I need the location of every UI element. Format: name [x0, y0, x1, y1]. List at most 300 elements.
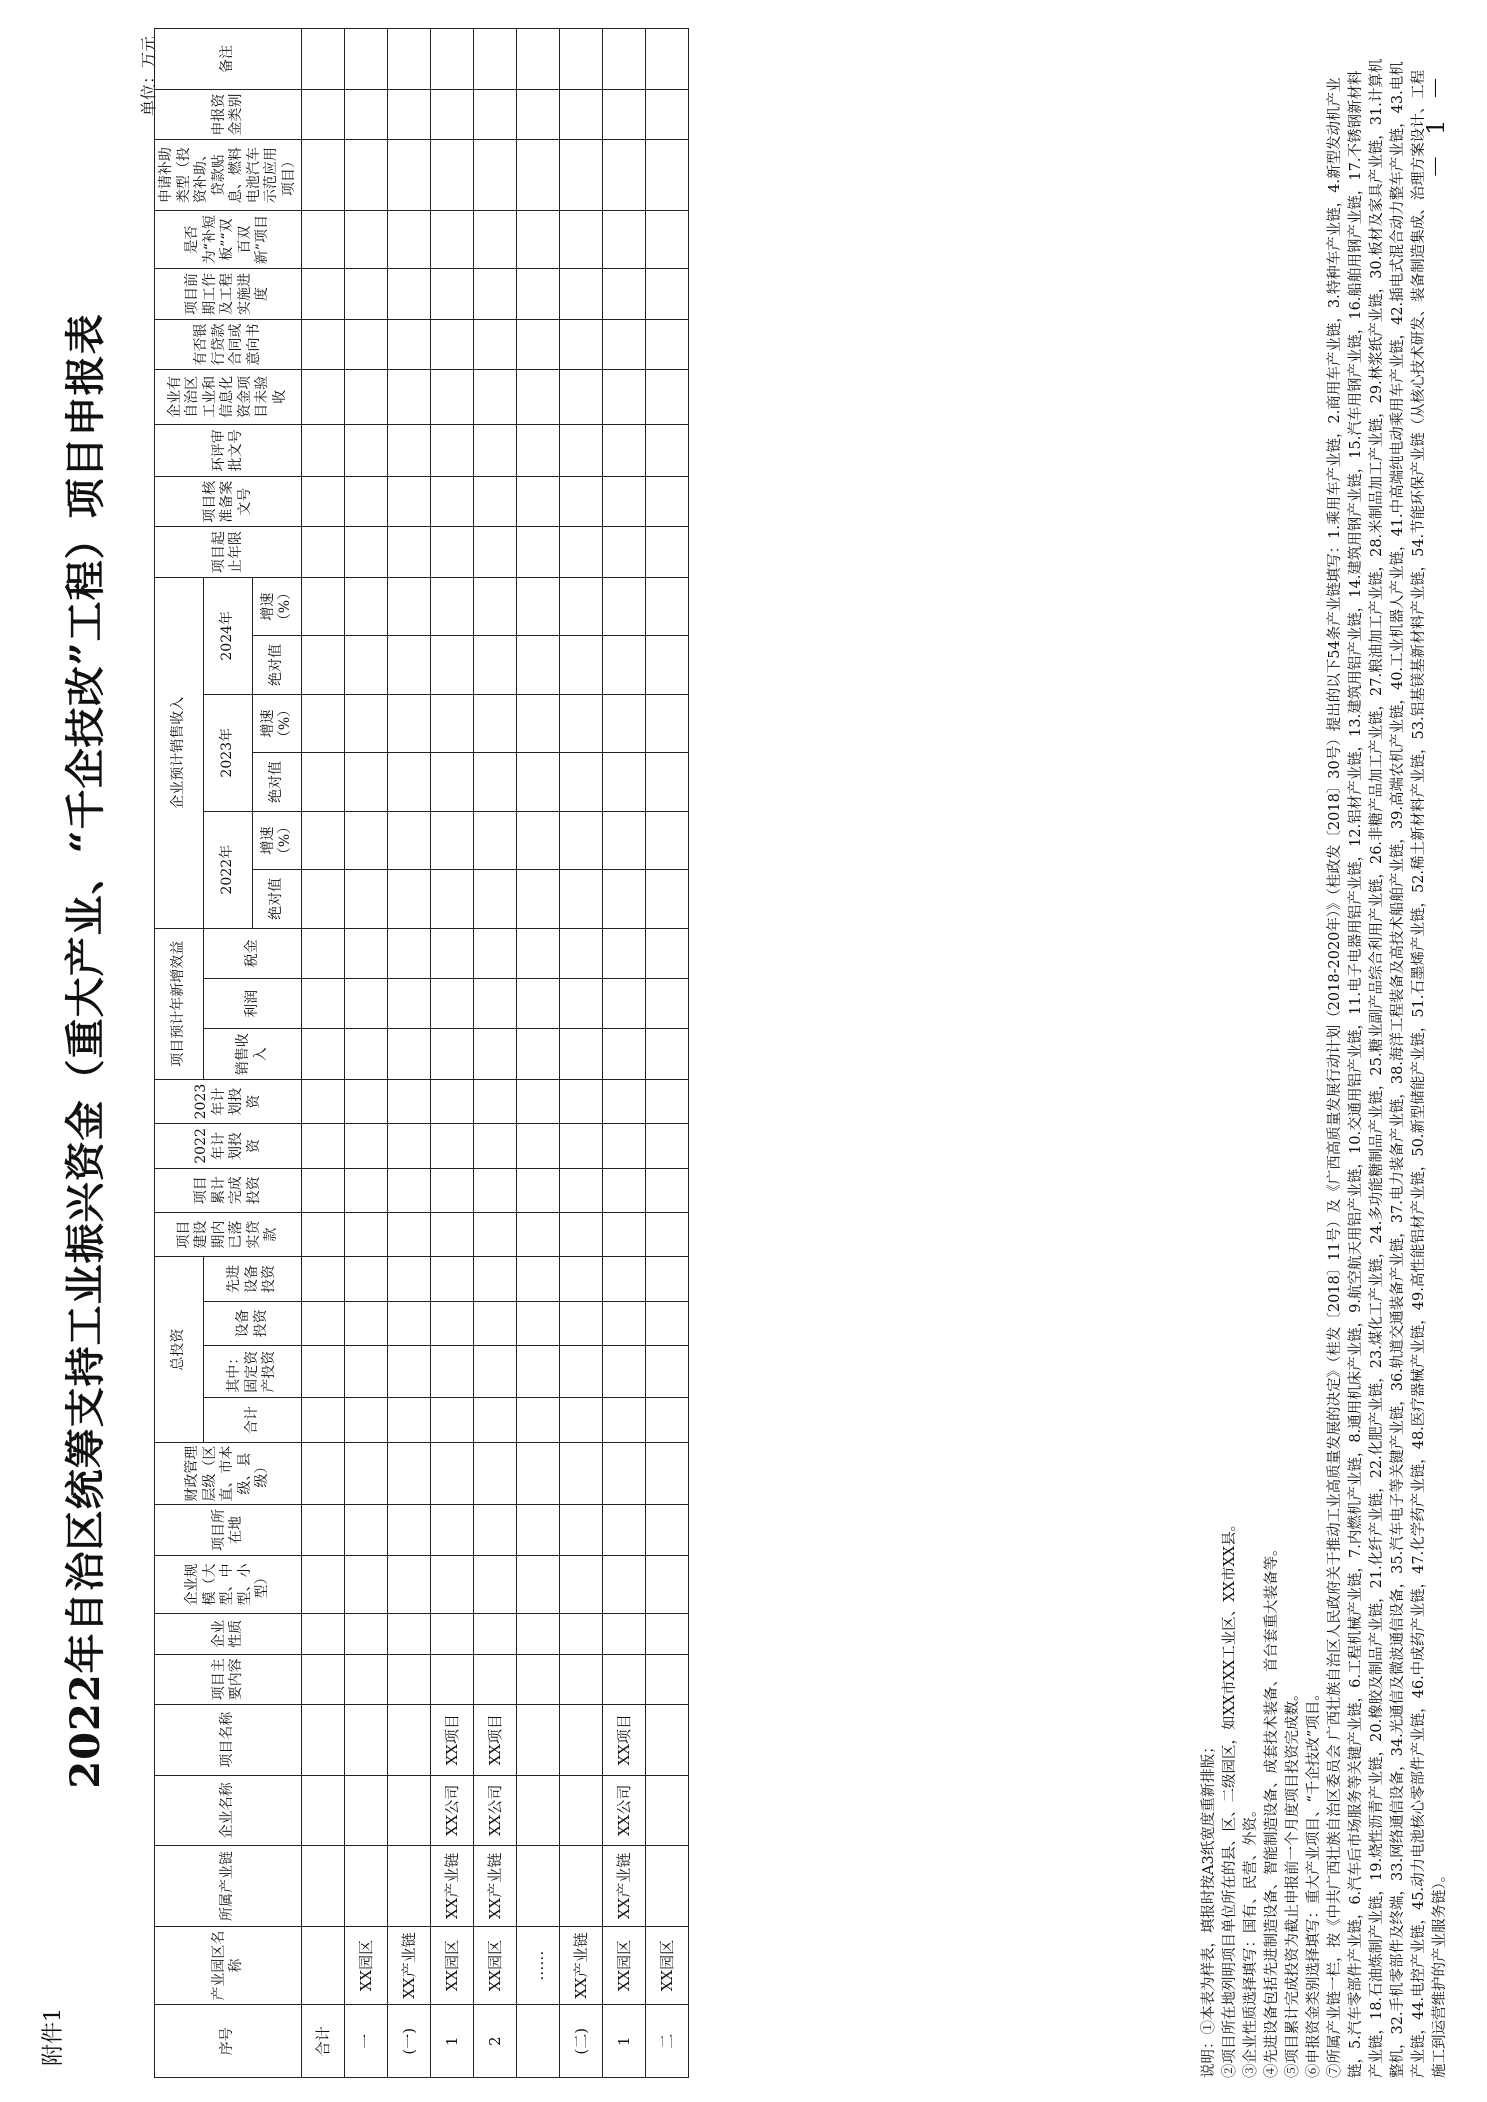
header-growth-2024: 增速（%） [252, 577, 301, 635]
cell-empty [559, 89, 602, 139]
cell-empty [344, 753, 387, 811]
cell-empty [430, 1654, 473, 1704]
cell-empty [430, 694, 473, 752]
unit-label: 单位：万元 [138, 36, 158, 117]
cell-empty [430, 477, 473, 527]
header-plan-2023: 2023年计划投资 [154, 1079, 301, 1123]
cell-empty [301, 1301, 344, 1345]
cell-empty [301, 1442, 344, 1505]
cell-empty [344, 1029, 387, 1079]
cell-project: XX项目 [473, 1704, 516, 1775]
cell-empty [430, 210, 473, 268]
cell-empty [559, 811, 602, 869]
cell-empty [387, 424, 430, 476]
cell-empty [473, 928, 516, 978]
cell-empty [516, 319, 559, 369]
cell-company: XX公司 [602, 1775, 645, 1846]
cell-empty [344, 694, 387, 752]
cell-empty [430, 1614, 473, 1654]
cell-empty [645, 870, 688, 928]
cell-empty [645, 979, 688, 1029]
cell-empty [430, 1029, 473, 1079]
cell-empty [602, 1079, 645, 1123]
cell-project [344, 1704, 387, 1775]
cell-empty [387, 1029, 430, 1079]
header-growth-2022: 增速（%） [252, 811, 301, 869]
cell-empty [387, 477, 430, 527]
cell-empty [301, 577, 344, 635]
cell-empty [602, 870, 645, 928]
cell-empty [387, 694, 430, 752]
cell-empty [516, 1124, 559, 1168]
cell-empty [344, 1505, 387, 1555]
cell-empty [516, 811, 559, 869]
cell-empty [473, 979, 516, 1029]
cell-empty [344, 577, 387, 635]
header-growth-2023: 增速（%） [252, 694, 301, 752]
cell-company [559, 1775, 602, 1846]
cell-empty [602, 140, 645, 211]
header-year-2023: 2023年 [203, 694, 252, 811]
cell-empty [301, 1505, 344, 1555]
header-equip: 设备投资 [203, 1301, 301, 1345]
header-period: 项目起止年限 [154, 527, 301, 577]
cell-empty [473, 210, 516, 268]
cell-project: XX项目 [430, 1704, 473, 1775]
cell-empty [559, 1654, 602, 1704]
cell-empty [430, 1079, 473, 1123]
cell-empty [516, 928, 559, 978]
cell-empty [344, 370, 387, 424]
cell-empty [387, 636, 430, 694]
cell-company [645, 1775, 688, 1846]
cell-empty [430, 1301, 473, 1345]
cell-empty [645, 1555, 688, 1613]
cell-empty [473, 1614, 516, 1654]
cell-seq: 1 [430, 2005, 473, 2078]
cell-empty [301, 140, 344, 211]
cell-empty [516, 1079, 559, 1123]
cell-empty [430, 577, 473, 635]
cell-chain [516, 1846, 559, 1927]
cell-empty [387, 1442, 430, 1505]
cell-empty [645, 424, 688, 476]
cell-empty [602, 1442, 645, 1505]
cell-empty [473, 577, 516, 635]
cell-empty [387, 1079, 430, 1123]
cell-empty [473, 477, 516, 527]
cell-empty [301, 979, 344, 1029]
cell-empty [645, 210, 688, 268]
note-line: ⑥申报资金类别选择填写：重大产业项目、“千企技改”项目。 [1305, 1686, 1322, 2078]
cell-empty [602, 1212, 645, 1256]
cell-seq: 2 [473, 2005, 516, 2078]
cell-empty [387, 1301, 430, 1345]
cell-empty [301, 89, 344, 139]
cell-empty [559, 140, 602, 211]
header-remark: 备注 [154, 29, 301, 90]
cell-empty [602, 424, 645, 476]
cell-empty [473, 1442, 516, 1505]
cell-empty [516, 269, 559, 319]
cell-empty [473, 1124, 516, 1168]
cell-empty [301, 870, 344, 928]
cell-company [344, 1775, 387, 1846]
table-row [430, 29, 473, 2078]
cell-empty [516, 1398, 559, 1442]
header-loan: 项目建设期内已落实贷款 [154, 1212, 301, 1256]
cell-empty [602, 1505, 645, 1555]
cell-empty [387, 1555, 430, 1613]
table-row [387, 29, 430, 2078]
cell-empty [516, 1168, 559, 1212]
cell-empty [430, 1257, 473, 1301]
cell-empty [430, 979, 473, 1029]
header-year-2022: 2022年 [203, 811, 252, 928]
cell-empty [387, 1168, 430, 1212]
cell-empty [516, 527, 559, 577]
cell-empty [387, 29, 430, 90]
cell-chain [645, 1846, 688, 1927]
cell-park: XX产业链 [559, 1926, 602, 2005]
cell-empty [559, 1555, 602, 1613]
cell-empty [645, 1301, 688, 1345]
cell-park: XX园区 [645, 1926, 688, 2005]
cell-park: XX园区 [344, 1926, 387, 2005]
cell-empty [645, 370, 688, 424]
cell-empty [430, 527, 473, 577]
cell-empty [559, 477, 602, 527]
cell-empty [301, 928, 344, 978]
cell-empty [602, 694, 645, 752]
cell-empty [301, 1029, 344, 1079]
cell-empty [430, 1505, 473, 1555]
cell-empty [473, 319, 516, 369]
cell-empty [344, 1124, 387, 1168]
table-row [516, 29, 559, 2078]
cell-empty [301, 370, 344, 424]
table-row [473, 29, 516, 2078]
cell-empty [602, 636, 645, 694]
cell-empty [516, 140, 559, 211]
cell-empty [559, 1029, 602, 1079]
cell-chain [344, 1846, 387, 1927]
cell-empty [344, 1442, 387, 1505]
cell-empty [516, 477, 559, 527]
cell-empty [516, 1555, 559, 1613]
cell-park: XX园区 [473, 1926, 516, 2005]
cell-empty [387, 1124, 430, 1168]
cell-empty [430, 1212, 473, 1256]
cell-empty [430, 140, 473, 211]
cell-empty [430, 29, 473, 90]
cell-empty [387, 811, 430, 869]
cell-park: XX产业链 [387, 1926, 430, 2005]
cell-empty [559, 694, 602, 752]
cell-empty [559, 636, 602, 694]
cell-empty [602, 319, 645, 369]
cell-empty [344, 140, 387, 211]
cell-empty [645, 1212, 688, 1256]
cell-company [387, 1775, 430, 1846]
header-sum: 合计 [203, 1398, 301, 1442]
cell-empty [301, 694, 344, 752]
cell-empty [473, 1555, 516, 1613]
cell-empty [516, 577, 559, 635]
cell-seq: 1 [602, 2005, 645, 2078]
header-fixed: 其中：固定资产投资 [203, 1346, 301, 1398]
rotated-content [34, 16, 1454, 2086]
cell-empty [473, 1398, 516, 1442]
cell-empty [430, 870, 473, 928]
cell-empty [602, 210, 645, 268]
cell-empty [387, 527, 430, 577]
cell-empty [516, 636, 559, 694]
cell-empty [602, 928, 645, 978]
cell-empty [344, 210, 387, 268]
cell-park: XX园区 [602, 1926, 645, 2005]
cell-empty [602, 269, 645, 319]
cell-empty [559, 210, 602, 268]
cell-empty [516, 753, 559, 811]
cell-empty [301, 1079, 344, 1123]
cell-empty [473, 370, 516, 424]
cell-empty [645, 1505, 688, 1555]
header-scale: 企业规模（大型、中型、小型） [154, 1555, 301, 1613]
cell-empty [645, 1346, 688, 1398]
note-line: ⑤项目累计完成投资为截止申报前一个月度项目投资完成数。 [1284, 1686, 1301, 2078]
cell-empty [430, 1168, 473, 1212]
cell-empty [430, 753, 473, 811]
cell-empty [559, 527, 602, 577]
cell-empty [645, 1124, 688, 1168]
cell-empty [301, 636, 344, 694]
cell-project [559, 1704, 602, 1775]
cell-empty [559, 29, 602, 90]
cell-empty [602, 1398, 645, 1442]
cell-empty [387, 210, 430, 268]
table-body [301, 29, 688, 2078]
cell-park [301, 1926, 344, 2005]
header-adv-equip: 先进设备投资 [203, 1257, 301, 1301]
note-line: ⑦所属产业链一栏，按《中共广西壮族自治区委员会 广西壮族自治区人民政府关于推动工业高质量发展的决定》（桂发〔2018〕11号）及《广西高质量发展行动计划（2018-2020年）》（桂政发〔2018〕30号）提出的以下54条产业链填写：1.乘用车产业链，2.商用车产业链，3.特种车产业链，4.新型发动机产业链，5.汽车零部件产业链，6.汽车后市场服务等关键产业链，6.工程机械产业链，7.内燃机产业链，8.通用机床产业链，9.航空航天用铝产业链，10.交通用铝产业链，11.电子电器用铝产业链，12.铝材产业链，13.建筑用铝产业链，14.建筑用钢产业链，15.汽车用钢产业链，16.船舶用钢产业链，17.不锈钢新材料产业链，18.石油炼制产业链，19.烧性沥青产业链，20.橡胶及制品产业链，21.化纤产业链，22.化肥产业链，23.煤化工产业链，24.多功能糖制品产业链，25.糖业副产品综合利用产业链，26.非糖产品加工产业链，27.粮油加工产业链，28.米制品加工产业链，29.林浆纸产业链，30.板材及家具产业链，31.计算机整机，32.手机零部件及终端，33.网络通信设备，34.光通信及微波通信设备，35.汽车电子等关键产业链，36.轨道交通装备产业链，37.电力装备产业链，38.海洋工程装备及高技术船舶产业链，39.高端农机产业链，40.工业机器人产业链，41.中高端纯电动乘用车产业链，42.插电式混合动力整车产业链，43.电机产业链，44.电控产业链，45.动力电池核心零部件产业链，46.中成药产业链，47.化学药产业链，48.医疗器械产业链，49.高性能铝材产业链，50.新型储能产业链，51.石墨烯产业链，52.稀土新材料产业链，53.铝基镁基新材料产业链，54.节能环保产业链（从核心技术研发、装备制造集成、治理方案设计、工程施工到运营维护的产业服务链）。 [1326, 58, 1448, 2078]
cell-empty [645, 1079, 688, 1123]
cell-chain: XX产业链 [473, 1846, 516, 1927]
table-row [559, 29, 602, 2078]
page-title: 2022年自治区统筹支持工业振兴资金（重大产业、“千企技改”工程）项目申报表 [61, 313, 109, 1789]
cell-empty [559, 577, 602, 635]
note-line: ④先进设备包括先进制造设备、智能制造设备、成套技术装备、首台套重大装备等。 [1263, 1541, 1280, 2078]
cell-empty [645, 527, 688, 577]
cell-empty [344, 636, 387, 694]
cell-empty [387, 1346, 430, 1398]
cell-empty [344, 1346, 387, 1398]
cell-empty [602, 1301, 645, 1345]
cell-empty [602, 753, 645, 811]
cell-empty [559, 1346, 602, 1398]
note-line: ②项目所在地列明项目单位所在的县、区、二级园区，如XX市XX工业区、XX市XX县。 [1221, 1516, 1238, 2078]
cell-empty [387, 140, 430, 211]
cell-empty [473, 636, 516, 694]
cell-empty [301, 210, 344, 268]
cell-empty [301, 1346, 344, 1398]
cell-empty [301, 477, 344, 527]
header-tax: 税金 [203, 928, 301, 978]
header-nature: 企业性质 [154, 1614, 301, 1654]
header-park: 产业园区名称 [154, 1926, 301, 2005]
cell-empty [473, 1168, 516, 1212]
cell-empty [516, 1505, 559, 1555]
cell-empty [301, 1124, 344, 1168]
cell-empty [344, 1398, 387, 1442]
cell-empty [301, 1398, 344, 1442]
cell-empty [344, 1212, 387, 1256]
cell-empty [473, 753, 516, 811]
cell-empty [559, 1168, 602, 1212]
cell-project [387, 1704, 430, 1775]
cell-empty [645, 477, 688, 527]
cell-empty [301, 1654, 344, 1704]
cell-empty [473, 140, 516, 211]
cell-empty [559, 1257, 602, 1301]
cell-empty [516, 424, 559, 476]
cell-empty [559, 979, 602, 1029]
cell-empty [473, 527, 516, 577]
header-company: 企业名称 [154, 1775, 301, 1846]
cell-empty [387, 577, 430, 635]
cell-empty [645, 1614, 688, 1654]
cell-empty [344, 811, 387, 869]
cell-empty [301, 811, 344, 869]
cell-project: XX项目 [602, 1704, 645, 1775]
cell-empty [473, 694, 516, 752]
cell-empty [387, 1505, 430, 1555]
cell-empty [559, 1398, 602, 1442]
header-year-2024: 2024年 [203, 577, 252, 694]
cell-empty [645, 811, 688, 869]
cell-empty [602, 1346, 645, 1398]
cell-empty [645, 1398, 688, 1442]
cell-empty [645, 928, 688, 978]
cell-empty [387, 928, 430, 978]
header-sales: 销售收入 [203, 1029, 301, 1079]
cell-empty [559, 1124, 602, 1168]
note-line: 说明：①本表为样表，填报时按A3纸宽度重新排版； [1200, 1739, 1217, 2078]
cell-empty [301, 1168, 344, 1212]
cell-empty [516, 89, 559, 139]
cell-empty [387, 1257, 430, 1301]
cell-empty [301, 1614, 344, 1654]
cell-chain [559, 1846, 602, 1927]
cell-empty [387, 370, 430, 424]
cell-empty [430, 636, 473, 694]
cell-empty [344, 89, 387, 139]
header-revenue: 企业预计销售收入 [154, 577, 203, 928]
cell-empty [516, 1212, 559, 1256]
header-profit: 利润 [203, 979, 301, 1029]
cell-empty [301, 29, 344, 90]
cell-empty [473, 1029, 516, 1079]
cell-empty [344, 928, 387, 978]
cell-empty [645, 753, 688, 811]
cell-empty [516, 1346, 559, 1398]
header-tech-center: 企业有自治区工业和信息化资金项目未验收 [154, 370, 301, 424]
cell-empty [559, 1614, 602, 1654]
cell-empty [559, 424, 602, 476]
cell-empty [516, 1029, 559, 1079]
header-env: 环评审批文号 [154, 424, 301, 476]
cell-empty [344, 1257, 387, 1301]
cell-empty [645, 89, 688, 139]
cell-empty [516, 1654, 559, 1704]
cell-empty [602, 89, 645, 139]
cell-empty [473, 1505, 516, 1555]
cell-empty [344, 424, 387, 476]
cell-empty [301, 319, 344, 369]
cell-empty [344, 1301, 387, 1345]
cell-empty [387, 1654, 430, 1704]
cell-empty [473, 1654, 516, 1704]
cell-company [516, 1775, 559, 1846]
cell-empty [430, 1346, 473, 1398]
cell-empty [344, 1555, 387, 1613]
cell-empty [602, 370, 645, 424]
cell-empty [516, 1614, 559, 1654]
cell-company: XX公司 [473, 1775, 516, 1846]
cell-project [301, 1704, 344, 1775]
cell-park: XX园区 [430, 1926, 473, 2005]
header-seq: 序号 [154, 2005, 301, 2078]
cell-empty [344, 870, 387, 928]
cell-empty [387, 979, 430, 1029]
cell-empty [387, 319, 430, 369]
cell-empty [430, 319, 473, 369]
cell-empty [430, 1398, 473, 1442]
cell-empty [516, 370, 559, 424]
cell-empty [387, 870, 430, 928]
cell-empty [430, 1124, 473, 1168]
cell-empty [344, 477, 387, 527]
cell-empty [559, 1505, 602, 1555]
header-total-invest: 总投资 [154, 1257, 203, 1443]
header-abs-2022: 绝对值 [252, 870, 301, 928]
cell-empty [602, 29, 645, 90]
cell-empty [516, 694, 559, 752]
cell-company: XX公司 [430, 1775, 473, 1846]
cell-project [645, 1704, 688, 1775]
header-location: 项目所在地 [154, 1505, 301, 1555]
cell-empty [473, 870, 516, 928]
cell-empty [559, 753, 602, 811]
cell-empty [430, 424, 473, 476]
table-row [301, 29, 344, 2078]
cell-empty [473, 811, 516, 869]
cell-empty [473, 89, 516, 139]
cell-empty [387, 753, 430, 811]
cell-empty [559, 319, 602, 369]
cell-empty [602, 1614, 645, 1654]
cell-empty [645, 694, 688, 752]
cell-chain: XX产业链 [602, 1846, 645, 1927]
cell-empty [430, 928, 473, 978]
cell-project [516, 1704, 559, 1775]
cell-empty [387, 1398, 430, 1442]
cell-seq: 二 [645, 2005, 688, 2078]
page-number: － 1 － [1421, 70, 1450, 179]
cell-empty [387, 269, 430, 319]
cell-empty [430, 269, 473, 319]
cell-empty [430, 89, 473, 139]
